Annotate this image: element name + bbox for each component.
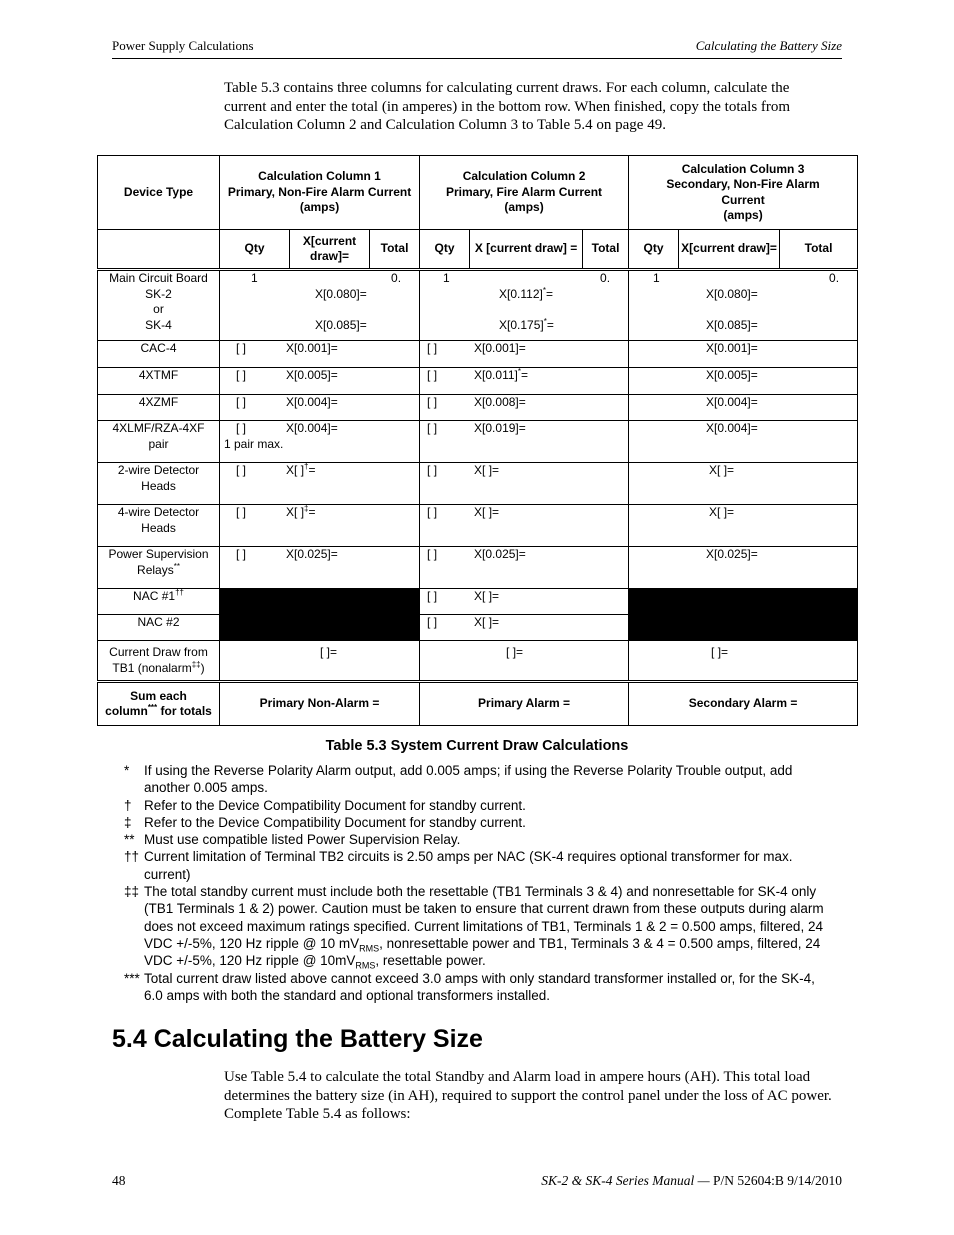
col1-4xzmf: [ ] X[0.004]= (220, 395, 420, 421)
sum-primary-alarm: Primary Alarm = (420, 682, 629, 726)
table-row-sum (98, 682, 858, 726)
table-row-4wire (98, 505, 858, 547)
col3-2wire: X[ ]= (629, 463, 858, 505)
section-title: 5.4 Calculating the Battery Size (112, 1025, 483, 1053)
current-draw-header-2: X [current draw] = (470, 230, 583, 270)
header-section-label: Power Supply Calculations (112, 38, 254, 53)
device-psr: Power Supervision Relays** (98, 547, 220, 589)
total-header-2: Total (583, 230, 629, 270)
footer-page-number: 48 (112, 1173, 126, 1188)
col3-4wire: X[ ]= (629, 505, 858, 547)
table-row-main-board (98, 270, 858, 341)
device-nac1: NAC #1†† (98, 589, 220, 615)
col2-4wire: [ ] X[ ]= (420, 505, 629, 547)
footnote-double-dagger: ‡ Refer to the Device Compatibility Document for standby current. (124, 814, 526, 830)
col1-main-board: 1 0. X[0.080]= X[0.085]= (220, 270, 420, 341)
col1-2wire: [ ] X[ ]†= (220, 463, 420, 505)
device-4xtmf: 4XTMF (98, 368, 220, 395)
intro-paragraph: Table 5.3 contains three columns for calculating current draws. For each column, calculate the current and enter the total (in amperes) in the bottom row. When finished, copy the totals from Calculation Column 2 and Calculation Column 3 to Table 5.4 on page 49. (224, 80, 791, 133)
col1-nac-blocked (220, 589, 420, 641)
table-row-4xtmf (98, 368, 858, 395)
col2-cac4: [ ] X[0.001]= (420, 341, 629, 368)
calc-column-1-header: Calculation Column 1 Primary, Non-Fire Alarm Current (amps) (220, 156, 420, 230)
col2-psr: [ ] X[0.025]= (420, 547, 629, 589)
section-body: Use Table 5.4 to calculate the total Standby and Alarm load in ampere hours (AH). This total load determines the battery size (in AH), required to support the control panel under the loss of AC power. Complete Table 5.4 as follows: (224, 1069, 832, 1122)
current-draw-header-3: X[current draw]= (679, 230, 780, 270)
sum-label: Sum each column*** for totals (98, 682, 220, 726)
col2-4xtmf: [ ] X[0.011]*= (420, 368, 629, 395)
col1-4xtmf: [ ] X[0.005]= (220, 368, 420, 395)
current-draw-table (97, 155, 858, 726)
col2-tb1: [ ]= (420, 641, 629, 682)
device-tb1: Current Draw from TB1 (nonalarm‡‡) (98, 641, 220, 682)
table-row-4xlmf (98, 421, 858, 463)
footnote-double-star: ** Must use compatible listed Power Supervision Relay. (124, 832, 461, 848)
table-subheader-row (98, 230, 858, 270)
device-main-board: Main Circuit Board SK-2 or SK-4 (98, 270, 220, 341)
device-4wire: 4-wire Detector Heads (98, 505, 220, 547)
table-row-cac4 (98, 341, 858, 368)
header-chapter-title: Calculating the Battery Size (695, 38, 842, 53)
table-header-row (98, 156, 858, 230)
device-4xlmf: 4XLMF/RZA-4XF pair (98, 421, 220, 463)
footer-manual-info: SK-2 & SK-4 Series Manual — P/N 52604:B 9/14/2010 (541, 1173, 842, 1188)
col1-4wire: [ ] X[ ]‡= (220, 505, 420, 547)
footnotes (124, 762, 834, 1004)
col3-main-board: 1 0. X[0.080]= X[0.085]= (629, 270, 858, 341)
table-row-nac1 (98, 589, 858, 615)
col3-cac4: X[0.001]= (629, 341, 858, 368)
device-2wire: 2-wire Detector Heads (98, 463, 220, 505)
col1-tb1: [ ]= (220, 641, 420, 682)
col3-4xlmf: X[0.004]= (629, 421, 858, 463)
col3-psr: X[0.025]= (629, 547, 858, 589)
col1-psr: [ ] X[0.025]= (220, 547, 420, 589)
sum-primary-non-alarm: Primary Non-Alarm = (220, 682, 420, 726)
empty-cell (98, 230, 220, 270)
table-row-psr (98, 547, 858, 589)
device-cac4: CAC-4 (98, 341, 220, 368)
footnote-star: * If using the Reverse Polarity Alarm output, add 0.005 amps; if using the Reverse Polarity Trouble output, add another 0.005 amps. (124, 763, 793, 796)
qty-header-1: Qty (220, 230, 290, 270)
footnote-two-double-daggers: ‡‡ The total standby current must include both the resettable (TB1 Terminals 3 & 4) and nonresettable for SK-4 only (TB1 Terminals 1 & 2) power. Caution must be taken to ensure that current drawn from these outputs during alarm does not exceed maximum ratings specified. Current limitations of TB1, Terminals 1 & 2 = 0.500 amps, filtered, 24 VDC +/-5%, 120 Hz ripple @ 10 $mV_{RMS}$, nonresettable power and TB1, Terminals 3 & 4 = 0.500 amps, filtered, 24 VDC +/-5%, 120 Hz ripple @ $10mV_{RMS}$, resettable power. (124, 884, 824, 971)
col2-4xlmf: [ ] X[0.019]= (420, 421, 629, 463)
table-row-2wire (98, 463, 858, 505)
qty-header-2: Qty (420, 230, 470, 270)
footnote-triple-star: *** Total current draw listed above cannot exceed 3.0 amps with only standard transformer installed or, for the SK-4, 6.0 amps with both the standard and optional transformers installed. (124, 970, 815, 1003)
header-rule (112, 58, 842, 59)
col3-tb1: [ ]= (629, 641, 858, 682)
col3-4xtmf: X[0.005]= (629, 368, 858, 395)
device-nac2: NAC #2 (98, 615, 220, 641)
col2-4xzmf: [ ] X[0.008]= (420, 395, 629, 421)
total-header-3: Total (780, 230, 858, 270)
footnote-two-daggers: †† Current limitation of Terminal TB2 circuits is 2.50 amps per NAC (SK-4 requires optional transformer for max. current) (124, 849, 793, 882)
col3-4xzmf: X[0.004]= (629, 395, 858, 421)
sum-secondary-alarm: Secondary Alarm = (629, 682, 858, 726)
table-caption: Table 5.3 System Current Draw Calculations (325, 738, 629, 754)
current-draw-header-1: X[current draw]= (290, 230, 370, 270)
col1-4xlmf: [ ] X[0.004]= 1 pair max. (220, 421, 420, 463)
col2-nac2: [ ] X[ ]= (420, 615, 629, 641)
table-row-4xzmf (98, 395, 858, 421)
device-type-header: Device Type (98, 156, 220, 230)
col3-nac-blocked (629, 589, 858, 641)
total-header-1: Total (370, 230, 420, 270)
calc-column-2-header: Calculation Column 2 Primary, Fire Alarm Current (amps) (420, 156, 629, 230)
device-4xzmf: 4XZMF (98, 395, 220, 421)
col1-cac4: [ ] X[0.001]= (220, 341, 420, 368)
calc-column-3-header: Calculation Column 3 Secondary, Non-Fire Alarm Current (amps) (629, 156, 858, 230)
qty-header-3: Qty (629, 230, 679, 270)
col2-2wire: [ ] X[ ]= (420, 463, 629, 505)
col2-main-board: 1 0. X[0.112]*= X[0.175]*= (420, 270, 629, 341)
col2-nac1: [ ] X[ ]= (420, 589, 629, 615)
table-row-tb1 (98, 641, 858, 682)
footnote-dagger: † Refer to the Device Compatibility Document for standby current. (124, 797, 526, 813)
